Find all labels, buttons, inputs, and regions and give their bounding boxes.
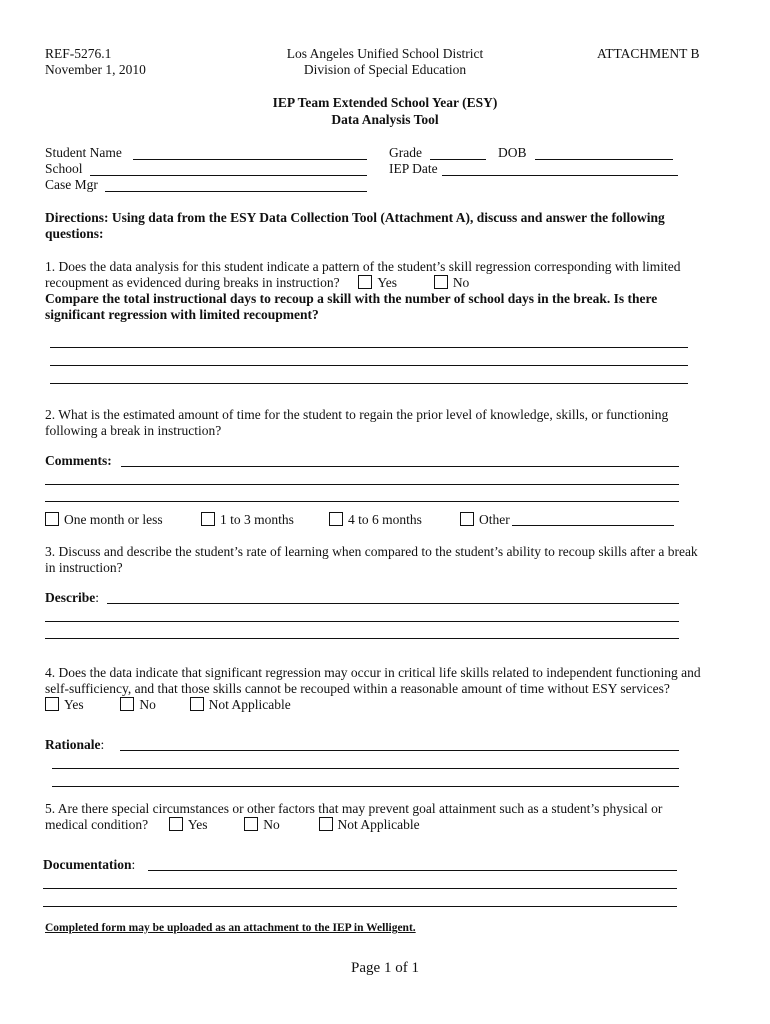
q4-na-label: Not Applicable [208, 697, 291, 712]
documentation-line[interactable] [43, 888, 677, 889]
documentation-label: Documentation [43, 857, 132, 872]
q1-bold-line2: significant regression with limited recoupment? [45, 307, 319, 322]
q2-option-4-6-months[interactable] [329, 512, 422, 528]
ref-number: REF-5276.1 [45, 46, 112, 61]
rationale-colon: : [100, 737, 105, 752]
q5-text-line1: 5. Are there special circumstances or other factors that may prevent goal attainment such as a student’s physical or [45, 801, 663, 816]
documentation-line[interactable] [43, 906, 677, 907]
q2-other-label: Other [479, 512, 510, 527]
q2-other-field[interactable] [512, 525, 674, 526]
documentation-field[interactable] [148, 870, 677, 871]
describe-label: Describe [45, 590, 96, 605]
q2-1-3-months-checkbox[interactable] [201, 512, 215, 526]
form-subtitle: Data Analysis Tool [331, 112, 439, 127]
describe-label-wrap [45, 590, 99, 606]
describe-field[interactable] [107, 603, 679, 604]
student-name-field[interactable] [133, 159, 367, 160]
q5-question: medical condition? [45, 817, 149, 832]
q2-option-other[interactable] [460, 512, 510, 528]
q4-text-line2: self-sufficiency, and that those skills cannot be recouped within a reasonable amount of time without ESY services? [45, 681, 670, 696]
school-field[interactable] [90, 175, 367, 176]
rationale-field[interactable] [120, 750, 679, 751]
attachment-label: ATTACHMENT B [597, 46, 700, 61]
q3-text-line2: in instruction? [45, 560, 123, 575]
q5-na-label: Not Applicable [337, 817, 420, 832]
q4-yes-label: Yes [64, 697, 84, 712]
describe-colon: : [95, 590, 99, 605]
documentation-label-wrap [43, 857, 135, 873]
dob-field[interactable] [535, 159, 673, 160]
revision-date: November 1, 2010 [45, 62, 146, 77]
school-label: School [45, 161, 83, 176]
q5-no-checkbox[interactable] [244, 817, 258, 831]
division-name: Division of Special Education [303, 62, 467, 77]
documentation-colon: : [131, 857, 136, 872]
q4-yes-checkbox[interactable] [45, 697, 59, 711]
q1-compare-tail: . Is there [606, 291, 658, 306]
q1-answer-line[interactable] [50, 347, 688, 348]
q1-no-checkbox[interactable] [434, 275, 448, 289]
rationale-line[interactable] [52, 786, 679, 787]
rationale-label-wrap [45, 737, 104, 753]
describe-line[interactable] [45, 621, 679, 622]
q4-na-checkbox[interactable] [190, 697, 204, 711]
q4-no-checkbox[interactable] [120, 697, 134, 711]
describe-line[interactable] [45, 638, 679, 639]
q4-options [45, 697, 291, 713]
q1-yes-label: Yes [377, 275, 398, 290]
grade-label: Grade [389, 145, 422, 160]
q5-text-line2 [45, 817, 420, 833]
q2-1-3-months-label: 1 to 3 months [220, 512, 294, 527]
q2-other-checkbox[interactable] [460, 512, 474, 526]
comments-line[interactable] [45, 484, 679, 485]
q5-yes-checkbox[interactable] [169, 817, 183, 831]
dob-label: DOB [498, 145, 527, 160]
comments-label: Comments: [45, 453, 112, 468]
q2-one-month-checkbox[interactable] [45, 512, 59, 526]
iep-date-field[interactable] [442, 175, 678, 176]
upload-note: Completed form may be uploaded as an attachment to the IEP in Welligent. [45, 922, 416, 934]
q1-yes-checkbox[interactable] [358, 275, 372, 289]
q1-text-line1: 1. Does the data analysis for this student indicate a pattern of the student’s skill regression corresponding with limited [45, 259, 681, 274]
case-mgr-field[interactable] [105, 191, 367, 192]
q2-one-month-label: One month or less [64, 512, 163, 527]
q2-option-1-3-months[interactable] [201, 512, 294, 528]
rationale-label: Rationale [45, 737, 101, 752]
q2-4-6-months-label: 4 to 6 months [348, 512, 422, 527]
q1-compare-text: Compare the total instructional days to recoup a skill with the number of school days in the break [45, 291, 607, 306]
case-mgr-label: Case Mgr [45, 177, 98, 192]
directions-line1: Directions: Using data from the ESY Data Collection Tool (Attachment A), discuss and answer the following [45, 210, 665, 225]
iep-date-label: IEP Date [389, 161, 438, 176]
form-title: IEP Team Extended School Year (ESY) [272, 95, 498, 110]
rationale-line[interactable] [52, 768, 679, 769]
district-name: Los Angeles Unified School District [286, 46, 484, 61]
q4-text-line1: 4. Does the data indicate that significant regression may occur in critical life skills related to independent functioning and [45, 665, 701, 680]
directions-line2: questions: [45, 226, 104, 241]
student-name-label: Student Name [45, 145, 122, 160]
q1-question: recoupment as evidenced during breaks in instruction? [45, 275, 340, 290]
q2-text-line2: following a break in instruction? [45, 423, 222, 438]
q1-answer-line[interactable] [50, 383, 688, 384]
comments-line[interactable] [45, 501, 679, 502]
comments-field[interactable] [121, 466, 679, 467]
q1-answer-line[interactable] [50, 365, 688, 366]
q4-no-label: No [139, 697, 156, 712]
q2-4-6-months-checkbox[interactable] [329, 512, 343, 526]
q5-no-label: No [263, 817, 280, 832]
grade-field[interactable] [430, 159, 486, 160]
q1-bold-line1 [45, 291, 657, 307]
q5-yes-label: Yes [187, 817, 208, 832]
q1-no-label: No [452, 275, 470, 290]
page-number: Page 1 of 1 [351, 960, 419, 976]
q5-na-checkbox[interactable] [319, 817, 333, 831]
q3-text-line1: 3. Discuss and describe the student’s rate of learning when compared to the student’s ability to recoup skills after a break [45, 544, 698, 559]
q1-text-line2 [45, 275, 469, 291]
q2-text-line1: 2. What is the estimated amount of time for the student to regain the prior level of knowledge, skills, or functioning [45, 407, 669, 422]
q2-option-one-month[interactable] [45, 512, 163, 528]
